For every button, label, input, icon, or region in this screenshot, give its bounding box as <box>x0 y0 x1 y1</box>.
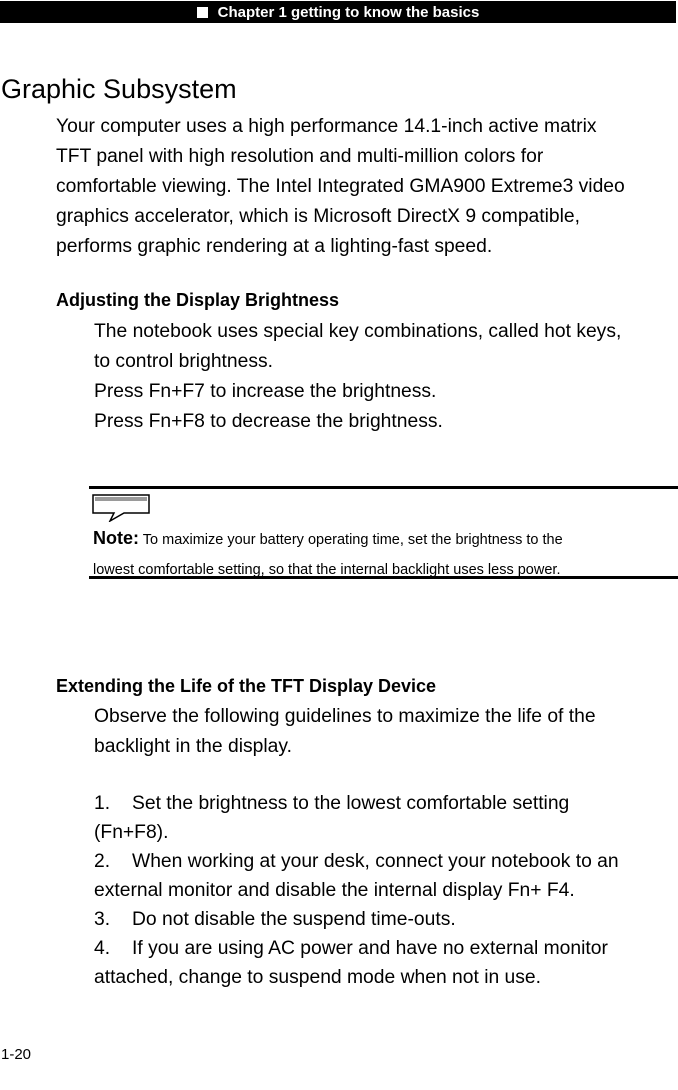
brightness-paragraph <box>94 317 674 437</box>
tft-line: Observe the following guidelines to maximize the life of the <box>94 706 596 727</box>
list-item <box>94 905 674 934</box>
list-item-text-cont: external monitor and disable the internal display Fn+ F4. <box>94 880 575 901</box>
list-item-number: 4. <box>94 938 111 959</box>
guidelines-list <box>94 789 674 992</box>
square-bullet-icon <box>197 7 208 18</box>
intro-paragraph <box>56 112 676 262</box>
list-item-text-cont: (Fn+F8). <box>94 822 169 843</box>
brightness-heading: Adjusting the Display Brightness <box>56 290 340 310</box>
list-item-text: Do not disable the suspend time-outs. <box>132 909 456 930</box>
list-item-number: 1. <box>94 793 111 814</box>
list-item <box>94 789 674 847</box>
list-item <box>94 847 674 905</box>
tft-line: backlight in the display. <box>94 736 292 757</box>
note-text <box>93 523 673 585</box>
list-item-number: 3. <box>94 909 111 930</box>
intro-line: graphics accelerator, which is Microsoft DirectX 9 compatible, <box>56 206 581 227</box>
brightness-line: The notebook uses special key combinations, called hot keys, <box>94 321 622 342</box>
note-icon <box>92 494 152 522</box>
brightness-line: Press Fn+F8 to decrease the brightness. <box>94 411 443 432</box>
brightness-line: Press Fn+F7 to increase the brightness. <box>94 381 437 402</box>
tft-heading: Extending the Life of the TFT Display Device <box>56 676 437 696</box>
list-item-text: When working at your desk, connect your notebook to an <box>132 851 619 872</box>
intro-line: Your computer uses a high performance 14.1-inch active matrix <box>56 116 597 137</box>
tft-paragraph <box>94 702 674 762</box>
intro-line: comfortable viewing. The Intel Integrated GMA900 Extreme3 video <box>56 176 625 197</box>
brightness-line: to control brightness. <box>94 351 273 372</box>
note-box <box>89 486 678 579</box>
list-item-number: 2. <box>94 851 111 872</box>
list-item <box>94 934 674 992</box>
note-label: Note: <box>93 528 139 548</box>
list-item-text-cont: attached, change to suspend mode when not in use. <box>94 967 541 988</box>
chapter-header-bar <box>0 1 676 23</box>
intro-line: TFT panel with high resolution and multi-million colors for <box>56 146 544 167</box>
section-title: Graphic Subsystem <box>1 74 237 104</box>
note-text-line1: To maximize your battery operating time, set the brightness to the <box>139 532 563 548</box>
note-text-line2: lowest comfortable setting, so that the internal backlight uses less power. <box>93 562 561 578</box>
list-item-text: Set the brightness to the lowest comfortable setting <box>132 793 570 814</box>
list-item-text: If you are using AC power and have no external monitor <box>132 938 608 959</box>
intro-line: performs graphic rendering at a lighting-fast speed. <box>56 236 493 257</box>
chapter-title: Chapter 1 getting to know the basics <box>217 3 480 21</box>
page-number: 1-20 <box>1 1046 32 1063</box>
